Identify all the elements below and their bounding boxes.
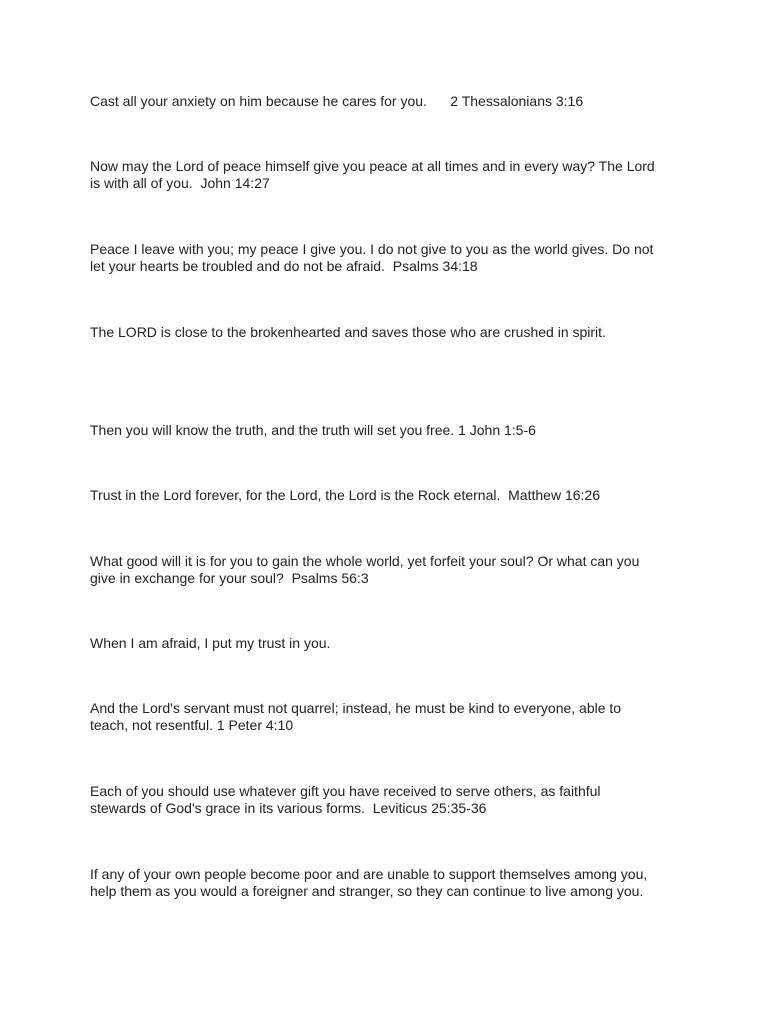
verse-paragraph-5: Then you will know the truth, and the truth will set you free. 1 John 1:5-6: [90, 422, 536, 438]
verse-paragraph-4: The LORD is close to the brokenhearted and saves those who are crushed in spirit.: [90, 324, 606, 340]
verse-paragraph-8: When I am afraid, I put my trust in you.: [90, 635, 331, 651]
verse-paragraph-10: Each of you should use whatever gift you have received to serve others, as faithful stewards of God's grace in its various forms. Leviticus 25:35-36: [90, 783, 601, 816]
verse-paragraph-2: Now may the Lord of peace himself give you peace at all times and in every way? The Lord is with all of you. John 14:27: [90, 158, 655, 191]
verse-paragraph-9: And the Lord's servant must not quarrel; instead, he must be kind to everyone, able to teach, not resentful. 1 Peter 4:10: [90, 700, 622, 733]
verse-paragraph-1: Cast all your anxiety on him because he cares for you. 2 Thessalonians 3:16: [90, 93, 584, 109]
verse-paragraph-6: Trust in the Lord forever, for the Lord, the Lord is the Rock eternal. Matthew 16:26: [90, 487, 600, 503]
verse-paragraph-3: Peace I leave with you; my peace I give you. I do not give to you as the world gives. Do not let your hearts be troubled and do not be afraid. Psalms 34:18: [90, 241, 654, 274]
verse-paragraph-7: What good will it is for you to gain the whole world, yet forfeit your soul? Or what can you give in exchange for your soul? Psalms 56:3: [90, 553, 640, 586]
verse-paragraph-11: If any of your own people become poor and are unable to support themselves among you, help them as you would a foreigner and stranger, so they can continue to live among you.: [90, 866, 648, 899]
